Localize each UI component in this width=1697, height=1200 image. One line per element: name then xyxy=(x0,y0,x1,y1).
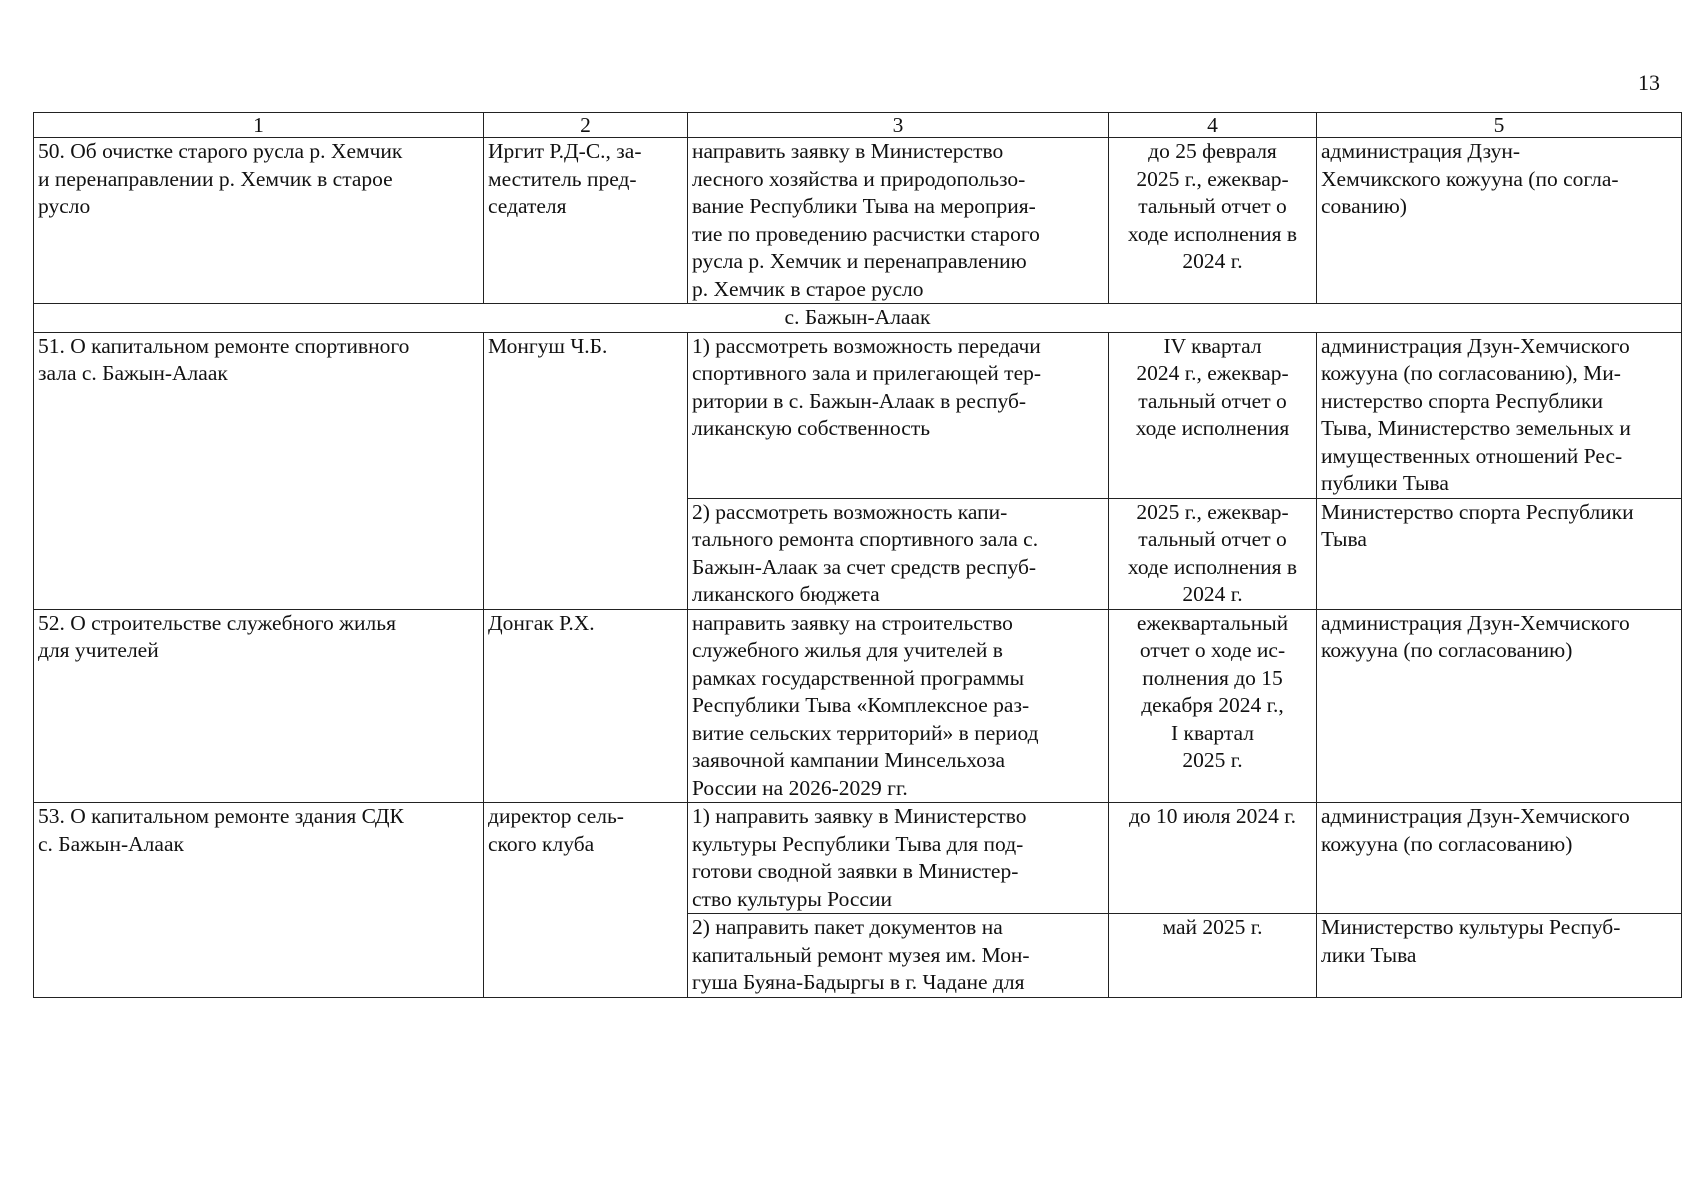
text-line: ежеквартальный xyxy=(1136,610,1289,635)
text-line: тальный отчет о xyxy=(1138,388,1287,413)
responsible-cell xyxy=(484,609,688,803)
text-line: рамках государственной программы xyxy=(692,665,1025,690)
text-line: отчет о ходе ис- xyxy=(1139,638,1286,662)
text-line: директор сель- xyxy=(488,804,624,828)
issue-cell xyxy=(34,138,484,304)
text-line: р. Хемчик в старое русло xyxy=(692,276,924,301)
text-line: русла р. Хемчик и перенаправлению xyxy=(692,249,1027,273)
text-line: витие сельских территорий» в период xyxy=(692,720,1039,745)
text-line: России на 2026-2029 гг. xyxy=(692,775,908,800)
executor-cell xyxy=(1317,609,1682,803)
executor-cell xyxy=(1317,914,1682,998)
text-line: меститель пред- xyxy=(488,166,637,191)
text-line: Республики Тыва «Комплексное раз- xyxy=(692,693,1030,717)
text-line: май 2025 г. xyxy=(1162,915,1263,939)
text-line: 2025 г., ежеквар- xyxy=(1136,166,1289,191)
text-line: 2024 г., ежеквар- xyxy=(1136,361,1289,385)
action-cell xyxy=(688,803,1109,914)
action-cell xyxy=(688,914,1109,998)
text-line: тальный отчет о xyxy=(1138,527,1287,551)
deadline-cell xyxy=(1109,609,1317,803)
text-line: 53. О капитальном ремонте здания СДК xyxy=(38,804,404,828)
text-line: Бажын-Алаак за счет средств респуб- xyxy=(692,554,1037,579)
text-line: нистерство спорта Республики xyxy=(1321,388,1604,413)
text-line: ликанского бюджета xyxy=(692,582,880,606)
text-line: администрация Дзун-Хемчиского xyxy=(1321,333,1630,358)
document-table xyxy=(33,112,1682,998)
text-line: ство культуры России xyxy=(692,886,892,911)
text-line: 1) направить заявку в Министерство xyxy=(692,804,1027,828)
text-line: Министерство спорта Республики xyxy=(1321,499,1634,524)
text-line: с. Бажын-Алаак xyxy=(38,831,184,856)
text-line: Тыва, Министерство земельных и xyxy=(1321,416,1631,440)
table-row xyxy=(34,138,1682,304)
table-row xyxy=(34,803,1682,914)
responsible-cell xyxy=(484,332,688,609)
text-line: вание Республики Тыва на мероприя- xyxy=(692,194,1036,218)
text-line: ликанскую собственность xyxy=(692,416,931,440)
text-line: IV квартал xyxy=(1163,333,1262,358)
section-title: с. Бажын-Алаак xyxy=(34,304,1682,333)
issue-cell xyxy=(34,609,484,803)
action-cell xyxy=(688,498,1109,609)
text-line: администрация Дзун-Хемчиского xyxy=(1321,610,1630,635)
text-line: 2) направить пакет документов на xyxy=(692,915,1003,939)
text-line: кожууна (по согласованию) xyxy=(1321,831,1573,856)
text-line: ского клуба xyxy=(488,831,595,856)
deadline-cell xyxy=(1109,332,1317,498)
text-line: администрация Дзун-Хемчиского xyxy=(1321,804,1630,828)
column-number: 2 xyxy=(484,113,688,138)
text-line: Хемчикского кожууна (по согла- xyxy=(1321,166,1619,191)
text-line: служебного жилья для учителей в xyxy=(692,638,1003,662)
text-line: 2) рассмотреть возможность капи- xyxy=(692,499,1008,524)
text-line: публики Тыва xyxy=(1321,471,1449,495)
page-number: 13 xyxy=(1638,70,1660,95)
text-line: лики Тыва xyxy=(1321,942,1417,967)
executor-cell xyxy=(1317,332,1682,498)
text-line: 51. О капитальном ремонте спортивного xyxy=(38,333,410,358)
text-line: заявочной кампании Минсельхоза xyxy=(692,748,1006,772)
column-number: 5 xyxy=(1317,113,1682,138)
text-line: направить заявку в Министерство xyxy=(692,139,1004,163)
text-line: для учителей xyxy=(38,638,159,662)
text-line: до 25 февраля xyxy=(1148,139,1277,163)
text-line: 52. О строительстве служебного жилья xyxy=(38,610,396,635)
text-line: зала с. Бажын-Алаак xyxy=(38,361,228,385)
action-cell xyxy=(688,609,1109,803)
text-line: I квартал xyxy=(1171,720,1254,745)
table-row xyxy=(34,332,1682,498)
text-line: и перенаправлении р. Хемчик в старое xyxy=(38,166,393,191)
text-line: седателя xyxy=(488,194,567,218)
text-line: Министерство культуры Респуб- xyxy=(1321,915,1621,939)
deadline-cell xyxy=(1109,914,1317,998)
table-row xyxy=(34,609,1682,803)
responsible-cell xyxy=(484,138,688,304)
deadline-cell xyxy=(1109,803,1317,914)
text-line: 1) рассмотреть возможность передачи xyxy=(692,333,1041,358)
text-line: до 10 июля 2024 г. xyxy=(1128,804,1297,828)
text-line: направить заявку на строительство xyxy=(692,610,1013,635)
text-line: кожууна (по согласованию) xyxy=(1321,638,1573,662)
text-line: русло xyxy=(38,194,91,218)
text-line: ходе исполнения xyxy=(1135,416,1290,440)
text-line: 2025 г. xyxy=(1182,748,1243,772)
deadline-cell xyxy=(1109,498,1317,609)
text-line: 2024 г. xyxy=(1182,249,1243,273)
text-line: ходе исполнения в xyxy=(1127,221,1298,246)
text-line: Тыва xyxy=(1321,527,1367,551)
text-line: 2025 г., ежеквар- xyxy=(1136,499,1289,524)
column-number: 1 xyxy=(34,113,484,138)
text-line: имущественных отношений Рес- xyxy=(1321,443,1623,468)
text-line: тие по проведению расчистки старого xyxy=(692,221,1040,246)
text-line: администрация Дзун- xyxy=(1321,139,1521,163)
text-line: 50. Об очистке старого русла р. Хемчик xyxy=(38,139,403,163)
column-number-row xyxy=(34,113,1682,138)
text-line: Иргит Р.Д-С., за- xyxy=(488,139,642,163)
section-row xyxy=(34,304,1682,333)
column-number: 3 xyxy=(688,113,1109,138)
text-line: капитальный ремонт музея им. Мон- xyxy=(692,942,1030,967)
text-line: гуша Буяна-Бадыргы в г. Чадане для xyxy=(692,970,1025,994)
text-line: тальный отчет о xyxy=(1138,194,1287,218)
text-line: лесного хозяйства и природопользо- xyxy=(692,166,1026,191)
action-cell xyxy=(688,332,1109,498)
responsible-cell xyxy=(484,803,688,998)
text-line: кожууна (по согласованию), Ми- xyxy=(1321,361,1621,385)
column-number: 4 xyxy=(1109,113,1317,138)
text-line: спортивного зала и прилегающей тер- xyxy=(692,361,1042,385)
text-line: полнения до 15 xyxy=(1142,665,1283,690)
table-body xyxy=(34,113,1682,998)
text-line: сованию) xyxy=(1321,194,1407,218)
text-line: ходе исполнения в xyxy=(1127,554,1298,579)
text-line: тального ремонта спортивного зала с. xyxy=(692,527,1039,551)
text-line: 2024 г. xyxy=(1182,582,1243,606)
text-line: культуры Республики Тыва для под- xyxy=(692,831,1024,856)
text-line: готови сводной заявки в Министер- xyxy=(692,859,1019,883)
issue-cell xyxy=(34,332,484,609)
text-line: ритории в с. Бажын-Алаак в респуб- xyxy=(692,388,1027,413)
action-cell xyxy=(688,138,1109,304)
text-line: Донгак Р.Х. xyxy=(488,610,595,635)
executor-cell xyxy=(1317,803,1682,914)
executor-cell xyxy=(1317,498,1682,609)
executor-cell xyxy=(1317,138,1682,304)
deadline-cell xyxy=(1109,138,1317,304)
text-line: декабря 2024 г., xyxy=(1141,693,1284,717)
issue-cell xyxy=(34,803,484,998)
text-line: Монгуш Ч.Б. xyxy=(488,333,608,358)
